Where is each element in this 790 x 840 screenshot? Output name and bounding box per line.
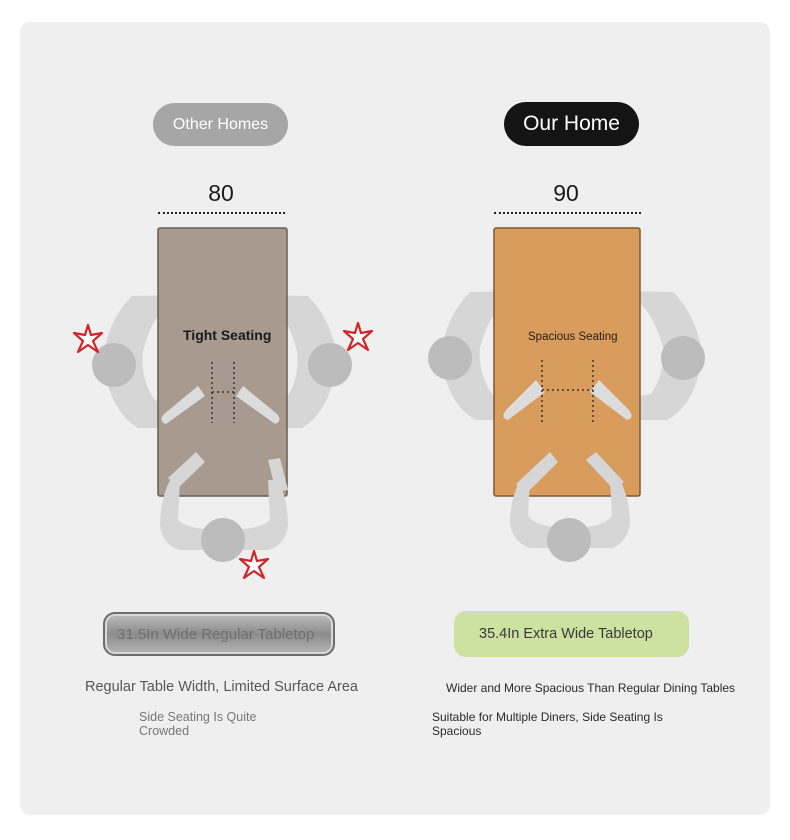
regular-tabletop-badge [103, 612, 335, 656]
crowded-alert-icon-left [74, 325, 102, 352]
regular-tabletop-text: 31.5In Wide Regular Tabletop [117, 625, 315, 643]
crowded-alert-icon-bottom [240, 551, 268, 578]
wide-tabletop-text: 35.4In Extra Wide Tabletop [479, 626, 653, 642]
other-homes-label: Other Homes [172, 115, 269, 133]
wide-tabletop-badge [454, 611, 689, 657]
regular-description: Regular Table Width, Limited Surface Area [85, 679, 358, 695]
wide-description: Wider and More Spacious Than Regular Dining Tables [446, 681, 736, 695]
tight-seating-label: Tight Seating [183, 327, 272, 343]
wide-note: Suitable for Multiple Diners, Side Seating Is Spacious [432, 710, 663, 738]
regular-note: Side Seating Is Quite Crowded [139, 710, 257, 738]
crowded-alert-icon-right [344, 323, 372, 350]
our-home-label: Our Home [523, 112, 620, 135]
regular-table [158, 228, 287, 496]
wide-width-value: 90 [553, 180, 579, 206]
regular-width-value: 80 [208, 180, 234, 206]
spacious-seating-label: Spacious Seating [528, 331, 618, 343]
wide-table [494, 228, 640, 496]
